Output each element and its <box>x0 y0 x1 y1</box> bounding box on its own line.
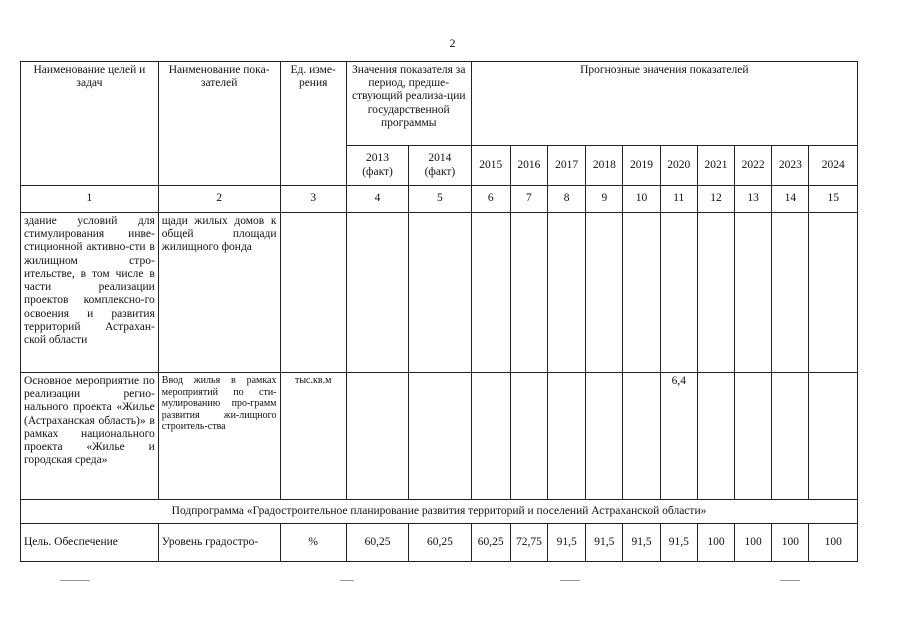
value-cell <box>586 373 623 500</box>
scan-artifact <box>780 580 800 581</box>
header-previous-values: Значения показателя за период, предше-ствующий реализа-ции государственной программы <box>346 62 471 146</box>
scan-artifact <box>340 580 354 581</box>
scan-artifact <box>60 580 90 581</box>
header-year: 2015 <box>471 146 510 186</box>
header-year: 2023 <box>772 146 809 186</box>
value-cell <box>510 373 547 500</box>
indicator-cell: щади жилых домов к общей площади жилищного фонда <box>158 213 280 373</box>
value-cell: 100 <box>772 524 809 562</box>
value-cell <box>623 373 660 500</box>
header-year: 2021 <box>697 146 734 186</box>
value-cell: 100 <box>809 524 858 562</box>
value-cell <box>548 373 586 500</box>
header-year-2014: 2014 (факт) <box>409 146 471 186</box>
value-cell <box>471 213 510 373</box>
column-number: 13 <box>735 186 772 213</box>
goal-cell: Основное мероприятие по реализации регио-нального проекта «Жилье (Астраханская область)» в рамках национального проекта «Жилье и городская среда» <box>21 373 159 500</box>
value-cell: 100 <box>735 524 772 562</box>
subprogram-title: Подпрограмма «Градостроительное планирование развития территорий и поселений Астраханской области» <box>21 500 858 524</box>
value-cell <box>510 213 547 373</box>
value-cell <box>660 213 697 373</box>
value-cell <box>548 213 586 373</box>
value-cell <box>471 373 510 500</box>
value-cell <box>809 213 858 373</box>
value-cell <box>623 213 660 373</box>
column-number: 9 <box>586 186 623 213</box>
value-cell <box>409 373 471 500</box>
table-row <box>21 373 858 500</box>
value-cell <box>346 213 408 373</box>
header-unit: Ед. изме-рения <box>280 62 346 186</box>
header-year: 2022 <box>735 146 772 186</box>
header-year: 2018 <box>586 146 623 186</box>
indicator-table <box>20 61 858 562</box>
unit-cell <box>280 213 346 373</box>
column-number: 12 <box>697 186 734 213</box>
value-cell <box>772 213 809 373</box>
indicator-cell: Уровень градостро- <box>158 524 280 562</box>
column-number: 2 <box>158 186 280 213</box>
page-number: 2 <box>449 36 456 50</box>
column-number: 3 <box>280 186 346 213</box>
scan-artifact <box>560 580 580 581</box>
value-cell: 60,25 <box>346 524 408 562</box>
header-goals: Наименование целей и задач <box>21 62 159 186</box>
unit-cell: % <box>280 524 346 562</box>
table-row <box>21 213 858 373</box>
header-year: 2020 <box>660 146 697 186</box>
subprogram-row <box>21 500 858 524</box>
value-cell: 72,75 <box>510 524 547 562</box>
unit-cell: тыс.кв.м <box>280 373 346 500</box>
column-number: 14 <box>772 186 809 213</box>
indicator-cell: Ввод жилья в рамках мероприятий по сти-мулированию про-грамм развития жи-лищного строитель-ства <box>158 373 280 500</box>
value-cell <box>346 373 408 500</box>
column-number: 10 <box>623 186 660 213</box>
value-cell <box>735 373 772 500</box>
column-number: 15 <box>809 186 858 213</box>
value-cell <box>697 213 734 373</box>
header-year: 2016 <box>510 146 547 186</box>
column-number: 5 <box>409 186 471 213</box>
value-cell: 100 <box>697 524 734 562</box>
column-number-row <box>21 186 858 213</box>
value-cell: 91,5 <box>660 524 697 562</box>
value-cell: 6,4 <box>660 373 697 500</box>
value-cell: 60,25 <box>409 524 471 562</box>
column-number: 8 <box>548 186 586 213</box>
header-year: 2024 <box>809 146 858 186</box>
column-number: 6 <box>471 186 510 213</box>
value-cell <box>809 373 858 500</box>
header-indicators: Наименование пока-зателей <box>158 62 280 186</box>
value-cell: 91,5 <box>548 524 586 562</box>
value-cell: 91,5 <box>623 524 660 562</box>
goal-cell: Цель. Обеспечение <box>21 524 159 562</box>
value-cell <box>735 213 772 373</box>
header-year-2013: 2013 (факт) <box>346 146 408 186</box>
column-number: 11 <box>660 186 697 213</box>
header-year: 2019 <box>623 146 660 186</box>
value-cell <box>772 373 809 500</box>
column-number: 1 <box>21 186 159 213</box>
table-row <box>21 524 858 562</box>
goal-cell: здание условий для стимулирования инве-стиционной активно-сти в жилищном стро-ительстве, в том числе в части реализации проектов комплексно-го освоения и развития территорий Астрахан-ской области <box>21 213 159 373</box>
header-year: 2017 <box>548 146 586 186</box>
value-cell: 60,25 <box>471 524 510 562</box>
value-cell <box>586 213 623 373</box>
header-forecast-values: Прогнозные значения показателей <box>471 62 857 146</box>
value-cell: 91,5 <box>586 524 623 562</box>
column-number: 7 <box>510 186 547 213</box>
header-row-1 <box>21 62 858 146</box>
column-number: 4 <box>346 186 408 213</box>
value-cell <box>697 373 734 500</box>
value-cell <box>409 213 471 373</box>
